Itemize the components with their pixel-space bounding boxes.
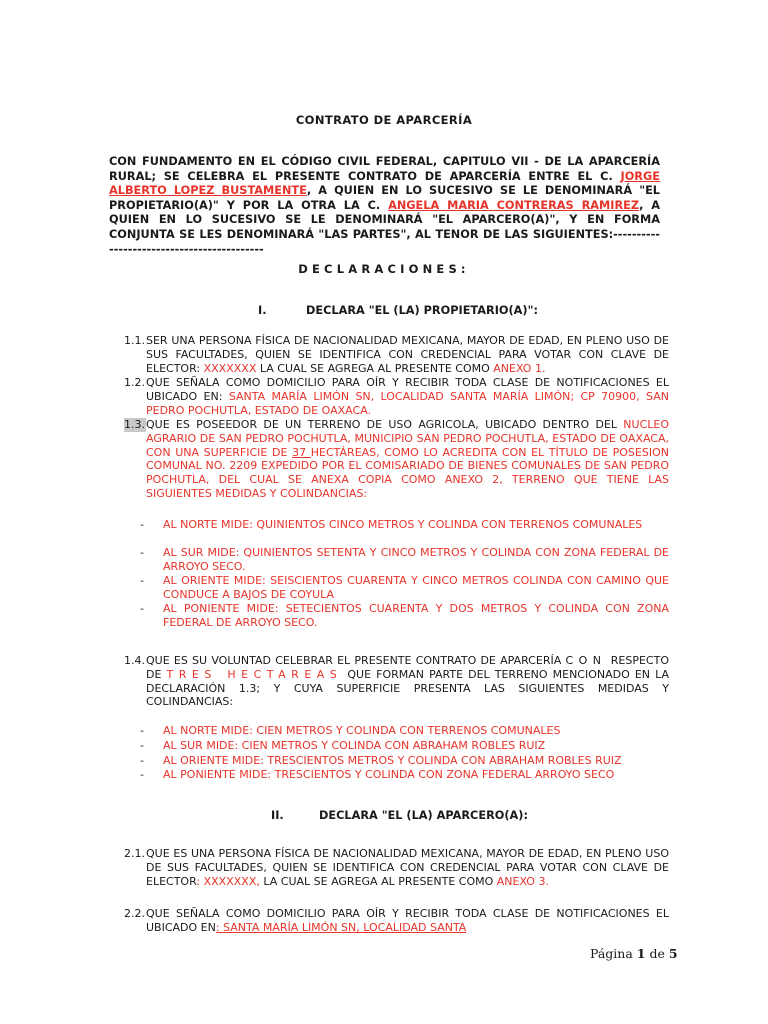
section-1-title: DECLARA "EL (LA) PROPIETARIO(A)": [306,304,538,317]
list-item: - AL ORIENTE MIDE: SEISCIENTOS CUARENTA Y CINCO METROS COLINDA CON CAMINO QUE CONDUCE A BAJOS DE COYULA [140,574,669,601]
declaration-1-3: 1.3. QUE ES POSEEDOR DE UN TERRENO DE USO AGRICOLA, UBICADO DENTRO DEL NUCLEO AGRARIO DE SAN PEDRO POCHUTLA, MUNICIPIO SAN PEDRO POCHUTLA, ESTADO DE OAXACA, CON UNA SUPERFICIE DE 37 HECTÁREAS, COMO LO ACREDITA CON EL TÍTULO DE POSESION COMUNAL NO. 2209 EXPEDIDO POR EL COMISARIADO DE BIENES COMUNALES DE SAN PEDRO POCHUTLA, DEL CUAL SE ANEXA COPIA COMO ANEXO 2, TERRENO QUE TIENE LAS SIGUIENTES MEDIDAS Y COLINDANCIAS: [124,418,669,500]
declaration-1-2: 1.2. QUE SEÑALA COMO DOMICILIO PARA OÍR Y RECIBIR TODA CLASE DE NOTIFICACIONES EL UBICADO EN: SANTA MARÍA LIMÓN SN, LOCALIDAD SANTA MARÍA LIMÓN; CP 70900, SAN PEDRO POCHUTLA, ESTADO DE OAXACA. [124,376,669,417]
elector-key: XXXXXXX [203,361,257,375]
annex-ref: ANEXO 3. [496,874,549,888]
intro-text-1: CON FUNDAMENTO EN EL CÓDIGO CIVIL FEDERAL, CAPITULO VII - DE LA APARCERÍA RURAL; SE CELEBRA EL PRESENTE CONTRATO DE APARCERÍA ENTRE EL C. [109,155,660,183]
declaration-number: 2.2. [124,907,145,920]
section-2-number: II. [271,809,284,822]
declaraciones-heading: DECLARACIONES: [298,262,470,276]
declaration-2-2: 2.2. QUE SEÑALA COMO DOMICILIO PARA OÍR Y RECIBIR TODA CLASE DE NOTIFICACIONES EL UBICADO EN: SANTA MARÍA LIMÓN SN, LOCALIDAD SANTA [124,907,669,934]
section-2-title: DECLARA "EL (LA) APARCERO(A): [319,809,528,822]
declaration-number: 1.4. [124,654,145,667]
list-item: - AL ORIENTE MIDE: TRESCIENTOS METROS Y COLINDA CON ABRAHAM ROBLES RUIZ [140,754,622,767]
list-item: - AL PONIENTE MIDE: TRESCIENTOS Y COLINDA CON ZONA FEDERAL ARROYO SECO [140,768,615,781]
address-text: : SANTA MARÍA LIMÓN SN, LOCALIDAD SANTA [215,920,467,934]
intro-paragraph [109,155,660,257]
declaration-2-1: 2.1. QUE ES UNA PERSONA FÍSICA DE NACIONALIDAD MEXICANA, MAYOR DE EDAD, EN PLENO USO DE SUS FACULTADES, QUIEN SE IDENTIFICA CON CREDENCIAL PARA VOTAR CON CLAVE DE ELECTOR: XXXXXXX, LA CUAL SE AGREGA AL PRESENTE COMO ANEXO 3. [124,847,669,888]
list-item: - AL SUR MIDE: QUINIENTOS SETENTA Y CINCO METROS Y COLINDA CON ZONA FEDERAL DE ARROYO SECO. [140,546,669,573]
hectares-value: TRES HECTAREAS [166,667,343,681]
agrarian-nucleus: NUCLEO AGRARIO DE SAN PEDRO POCHUTLA, MUNICIPIO SAN PEDRO POCHUTLA, ESTADO DE OAXACA, CON UNA SUPERFICIE DE [146,418,669,459]
elector-key: : XXXXXXX, [196,874,260,888]
page-number: Página 1 de 5 [590,946,678,961]
list-item: - AL NORTE MIDE: QUINIENTOS CINCO METROS Y COLINDA CON TERRENOS COMUNALES [140,518,643,531]
section-1-number: I. [258,304,267,317]
declaration-number: 1.1. [124,334,145,347]
list-item: - AL NORTE MIDE: CIEN METROS Y COLINDA CON TERRENOS COMUNALES [140,724,561,737]
intro-text-2: , A QUIEN EN LO SUCESIVO SE LE DENOMINARÁ "EL PROPIETARIO(A)" Y POR LA OTRA LA C. [109,184,660,212]
surface-value: 37 [292,445,311,459]
list-item: - AL SUR MIDE: CIEN METROS Y COLINDA CON ABRAHAM ROBLES RUIZ [140,739,546,752]
declaration-number: 1.3. [124,418,145,431]
annex-ref: ANEXO 1. [493,361,546,375]
document-title: CONTRATO DE APARCERÍA [295,113,473,127]
owner-name: JORGE ALBERTO LOPEZ BUSTAMENTE [109,169,660,198]
sharecropper-name: ANGELA MARIA CONTRERAS RAMIREZ [388,198,640,212]
address-text: SANTA MARÍA LIMÓN SN, LOCALIDAD SANTA MARÍA LIMÓN; CP 70900, SAN PEDRO POCHUTLA, ESTADO DE OAXACA. [146,389,669,417]
declaration-number: 2.1. [124,847,145,860]
intro-text-3: , A QUIEN EN LO SUCESIVO SE LE DENOMINARÁ "EL APARCERO(A)", Y EN FORMA CONJUNTA SE LES DENOMINARÁ "LAS PARTES", AL TENOR DE LAS SIGUIENTES:------------------------------------------- [109,198,661,256]
declaration-1-1: 1.1. SER UNA PERSONA FÍSICA DE NACIONALIDAD MEXICANA, MAYOR DE EDAD, EN PLENO USO DE SUS FACULTADES, QUIEN SE IDENTIFICA CON CREDENCIAL PARA VOTAR CON CLAVE DE ELECTOR: XXXXXXX LA CUAL SE AGREGA AL PRESENTE COMO ANEXO 1. [124,334,669,375]
list-item: - AL PONIENTE MIDE: SETECIENTOS CUARENTA Y DOS METROS Y COLINDA CON ZONA FEDERAL DE ARROYO SECO. [140,602,669,629]
declaration-1-4: 1.4. QUE ES SU VOLUNTAD CELEBRAR EL PRESENTE CONTRATO DE APARCERÍA CON RESPECTO DE TRES HECTAREAS QUE FORMAN PARTE DEL TERRENO MENCIONADO EN LA DECLARACIÓN 1.3; Y CUYA SUPERFICIE PRESENTA LAS SIGUIENTES MEDIDAS Y COLINDANCIAS: [124,654,670,709]
declaration-number: 1.2. [124,376,145,389]
